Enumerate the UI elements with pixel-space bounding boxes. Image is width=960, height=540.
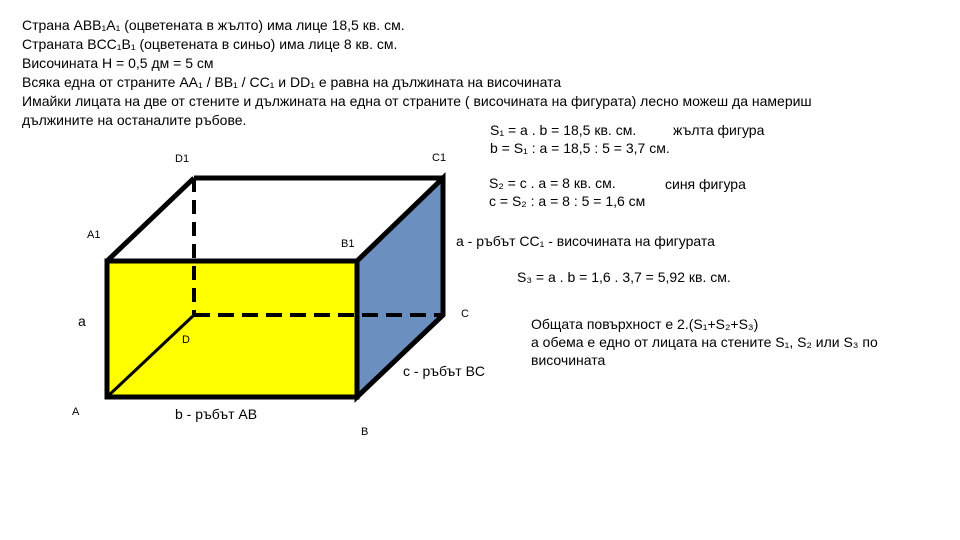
edge-label-b: b - ръбът AB [175, 406, 258, 422]
edge-label-a: a [78, 313, 86, 329]
formula-c: c = S₂ : a = 8 : 5 = 1,6 см [489, 193, 646, 209]
front-face-yellow [107, 261, 357, 397]
label-yellow-figure: жълта фигура [673, 122, 765, 138]
intro-line-5: Имайки лицата на две от стените и дължината на една от страните ( височината на фигурата) лесно можеш да намериш [22, 93, 812, 109]
intro-line-2: Страната BCC₁B₁ (оцветената в синьо) има лице 8 кв. см. [22, 36, 398, 52]
vertex-label-b: B [361, 426, 369, 438]
vertex-label-c1: C1 [432, 152, 447, 164]
vertex-label-c: C [461, 308, 469, 320]
intro-line-6: дължините на останалите ръбове. [22, 112, 247, 128]
edge-a1-d1 [107, 178, 194, 261]
label-blue-figure: синя фигура [665, 176, 746, 192]
vertex-label-a: A [72, 406, 80, 418]
summary-line-1: Общата повърхност е 2.(S₁+S₂+S₃) [531, 316, 759, 332]
formula-b: b = S₁ : a = 18,5 : 5 = 3,7 см. [490, 140, 670, 156]
intro-line-4: Всяка една от страните AA₁ / BB₁ / CC₁ и DD₁ е равна на дължината на височината [22, 74, 562, 90]
formula-s1: S₁ = a . b = 18,5 кв. см. [490, 122, 637, 138]
formula-s2: S₂ = c . a = 8 кв. см. [489, 175, 616, 191]
summary-line-2: а обема е едно от лицата на стените S₁, S₂ или S₃ по височината [531, 334, 878, 368]
vertex-label-b1: B1 [341, 238, 355, 250]
intro-line-3: Височината H = 0,5 дм = 5 см [22, 55, 214, 71]
intro-line-1: Страна ABB₁A₁ (оцветената в жълто) има лице 18,5 кв. см. [22, 17, 405, 33]
formula-a-edge: a - ръбът CC₁ - височината на фигурата [456, 233, 715, 249]
vertex-label-a1: A1 [87, 229, 101, 241]
formula-s3: S₃ = a . b = 1,6 . 3,7 = 5,92 кв. см. [517, 269, 731, 285]
edge-label-c: c - ръбът BC [403, 363, 486, 379]
summary-text [531, 315, 931, 369]
vertex-label-d: D [182, 334, 190, 346]
vertex-label-d1: D1 [175, 153, 190, 165]
